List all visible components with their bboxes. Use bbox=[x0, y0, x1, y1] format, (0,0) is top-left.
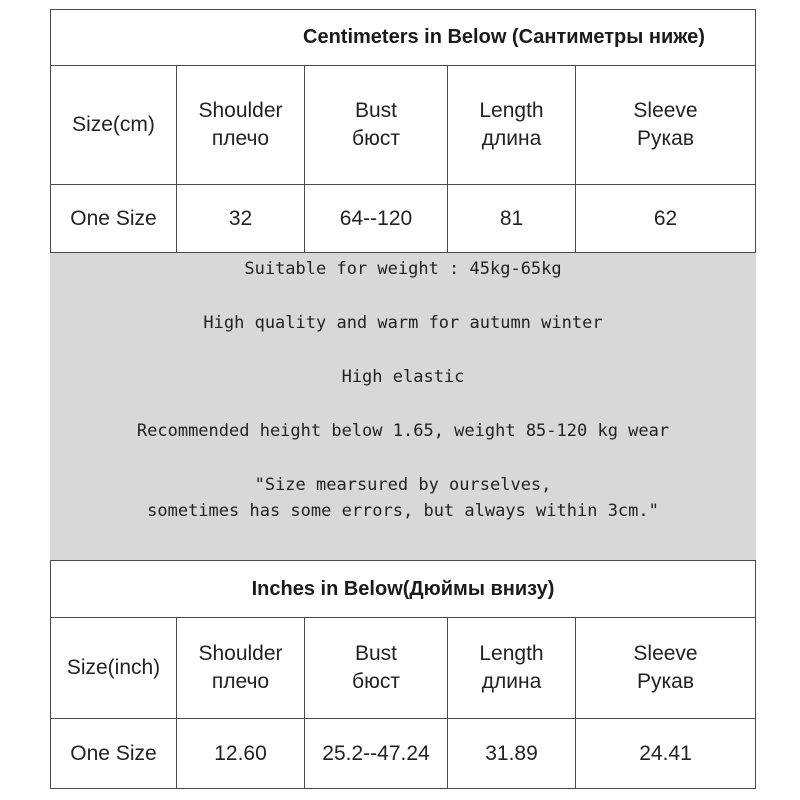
inch-header-sleeve bbox=[576, 618, 755, 718]
inch-header-length-en: Length bbox=[479, 642, 544, 665]
cm-row-length: 81 bbox=[499, 206, 524, 230]
cm-row-sleeve: 62 bbox=[653, 206, 678, 230]
cm-table-title: Centimeters in Below (Сантиметры ниже) bbox=[303, 26, 705, 48]
inch-header-bust bbox=[305, 618, 447, 718]
cm-row-shoulder: 32 bbox=[228, 206, 253, 230]
cm-header-length bbox=[448, 66, 575, 184]
cm-row-size: One Size bbox=[70, 206, 157, 230]
cm-header-sleeve-ru: Рукав bbox=[637, 127, 694, 150]
inch-row-size: One Size bbox=[70, 741, 157, 765]
cm-header-bust-ru: бюст bbox=[352, 127, 400, 150]
note-disclaimer-line1: "Size mearsured by ourselves, bbox=[254, 475, 552, 495]
cm-header-bust-en: Bust bbox=[354, 99, 398, 122]
cm-header-bust bbox=[305, 66, 447, 184]
inch-row-bust: 25.2--47.24 bbox=[322, 741, 430, 765]
inch-header-shoulder bbox=[177, 618, 304, 718]
inch-table-title: Inches in Below(Дюймы внизу) bbox=[251, 577, 555, 600]
inch-row-length: 31.89 bbox=[485, 741, 538, 765]
note-recommend: Recommended height below 1.65, weight 85-120 kg wear bbox=[136, 421, 670, 441]
table-border bbox=[50, 788, 756, 789]
cm-header-shoulder-ru: плечо bbox=[211, 127, 270, 150]
inch-header-bust-ru: бюст bbox=[352, 670, 400, 693]
note-quality: High quality and warm for autumn winter bbox=[203, 313, 603, 333]
inch-header-size bbox=[51, 618, 176, 718]
inch-row-sleeve: 24.41 bbox=[639, 741, 692, 765]
cm-header-shoulder-en: Shoulder bbox=[198, 99, 283, 122]
note-weight: Suitable for weight : 45kg-65kg bbox=[244, 259, 562, 279]
inch-header-sleeve-en: Sleeve bbox=[633, 642, 698, 665]
inch-header-length-ru: длина bbox=[481, 670, 542, 693]
table-border bbox=[755, 560, 756, 789]
inch-header-bust-en: Bust bbox=[354, 642, 398, 665]
cm-header-sleeve bbox=[576, 66, 755, 184]
cm-header-sleeve-en: Sleeve bbox=[633, 99, 698, 122]
note-elastic: High elastic bbox=[341, 367, 465, 387]
cm-header-length-ru: длина bbox=[481, 127, 542, 150]
note-disclaimer-line2: sometimes has some errors, but always within 3cm." bbox=[147, 501, 659, 521]
inch-header-sleeve-ru: Рукав bbox=[637, 670, 694, 693]
cm-header-size bbox=[51, 66, 176, 184]
cm-header-size-label: Size(cm) bbox=[72, 113, 155, 136]
cm-header-length-en: Length bbox=[479, 99, 544, 122]
cm-header-shoulder bbox=[177, 66, 304, 184]
product-notes-panel bbox=[50, 253, 756, 560]
cm-row-bust: 64--120 bbox=[339, 206, 413, 230]
inch-header-shoulder-ru: плечо bbox=[211, 670, 270, 693]
inch-row-shoulder: 12.60 bbox=[214, 741, 267, 765]
inch-header-length bbox=[448, 618, 575, 718]
inch-header-size-label: Size(inch) bbox=[66, 656, 161, 679]
inch-header-shoulder-en: Shoulder bbox=[198, 642, 283, 665]
